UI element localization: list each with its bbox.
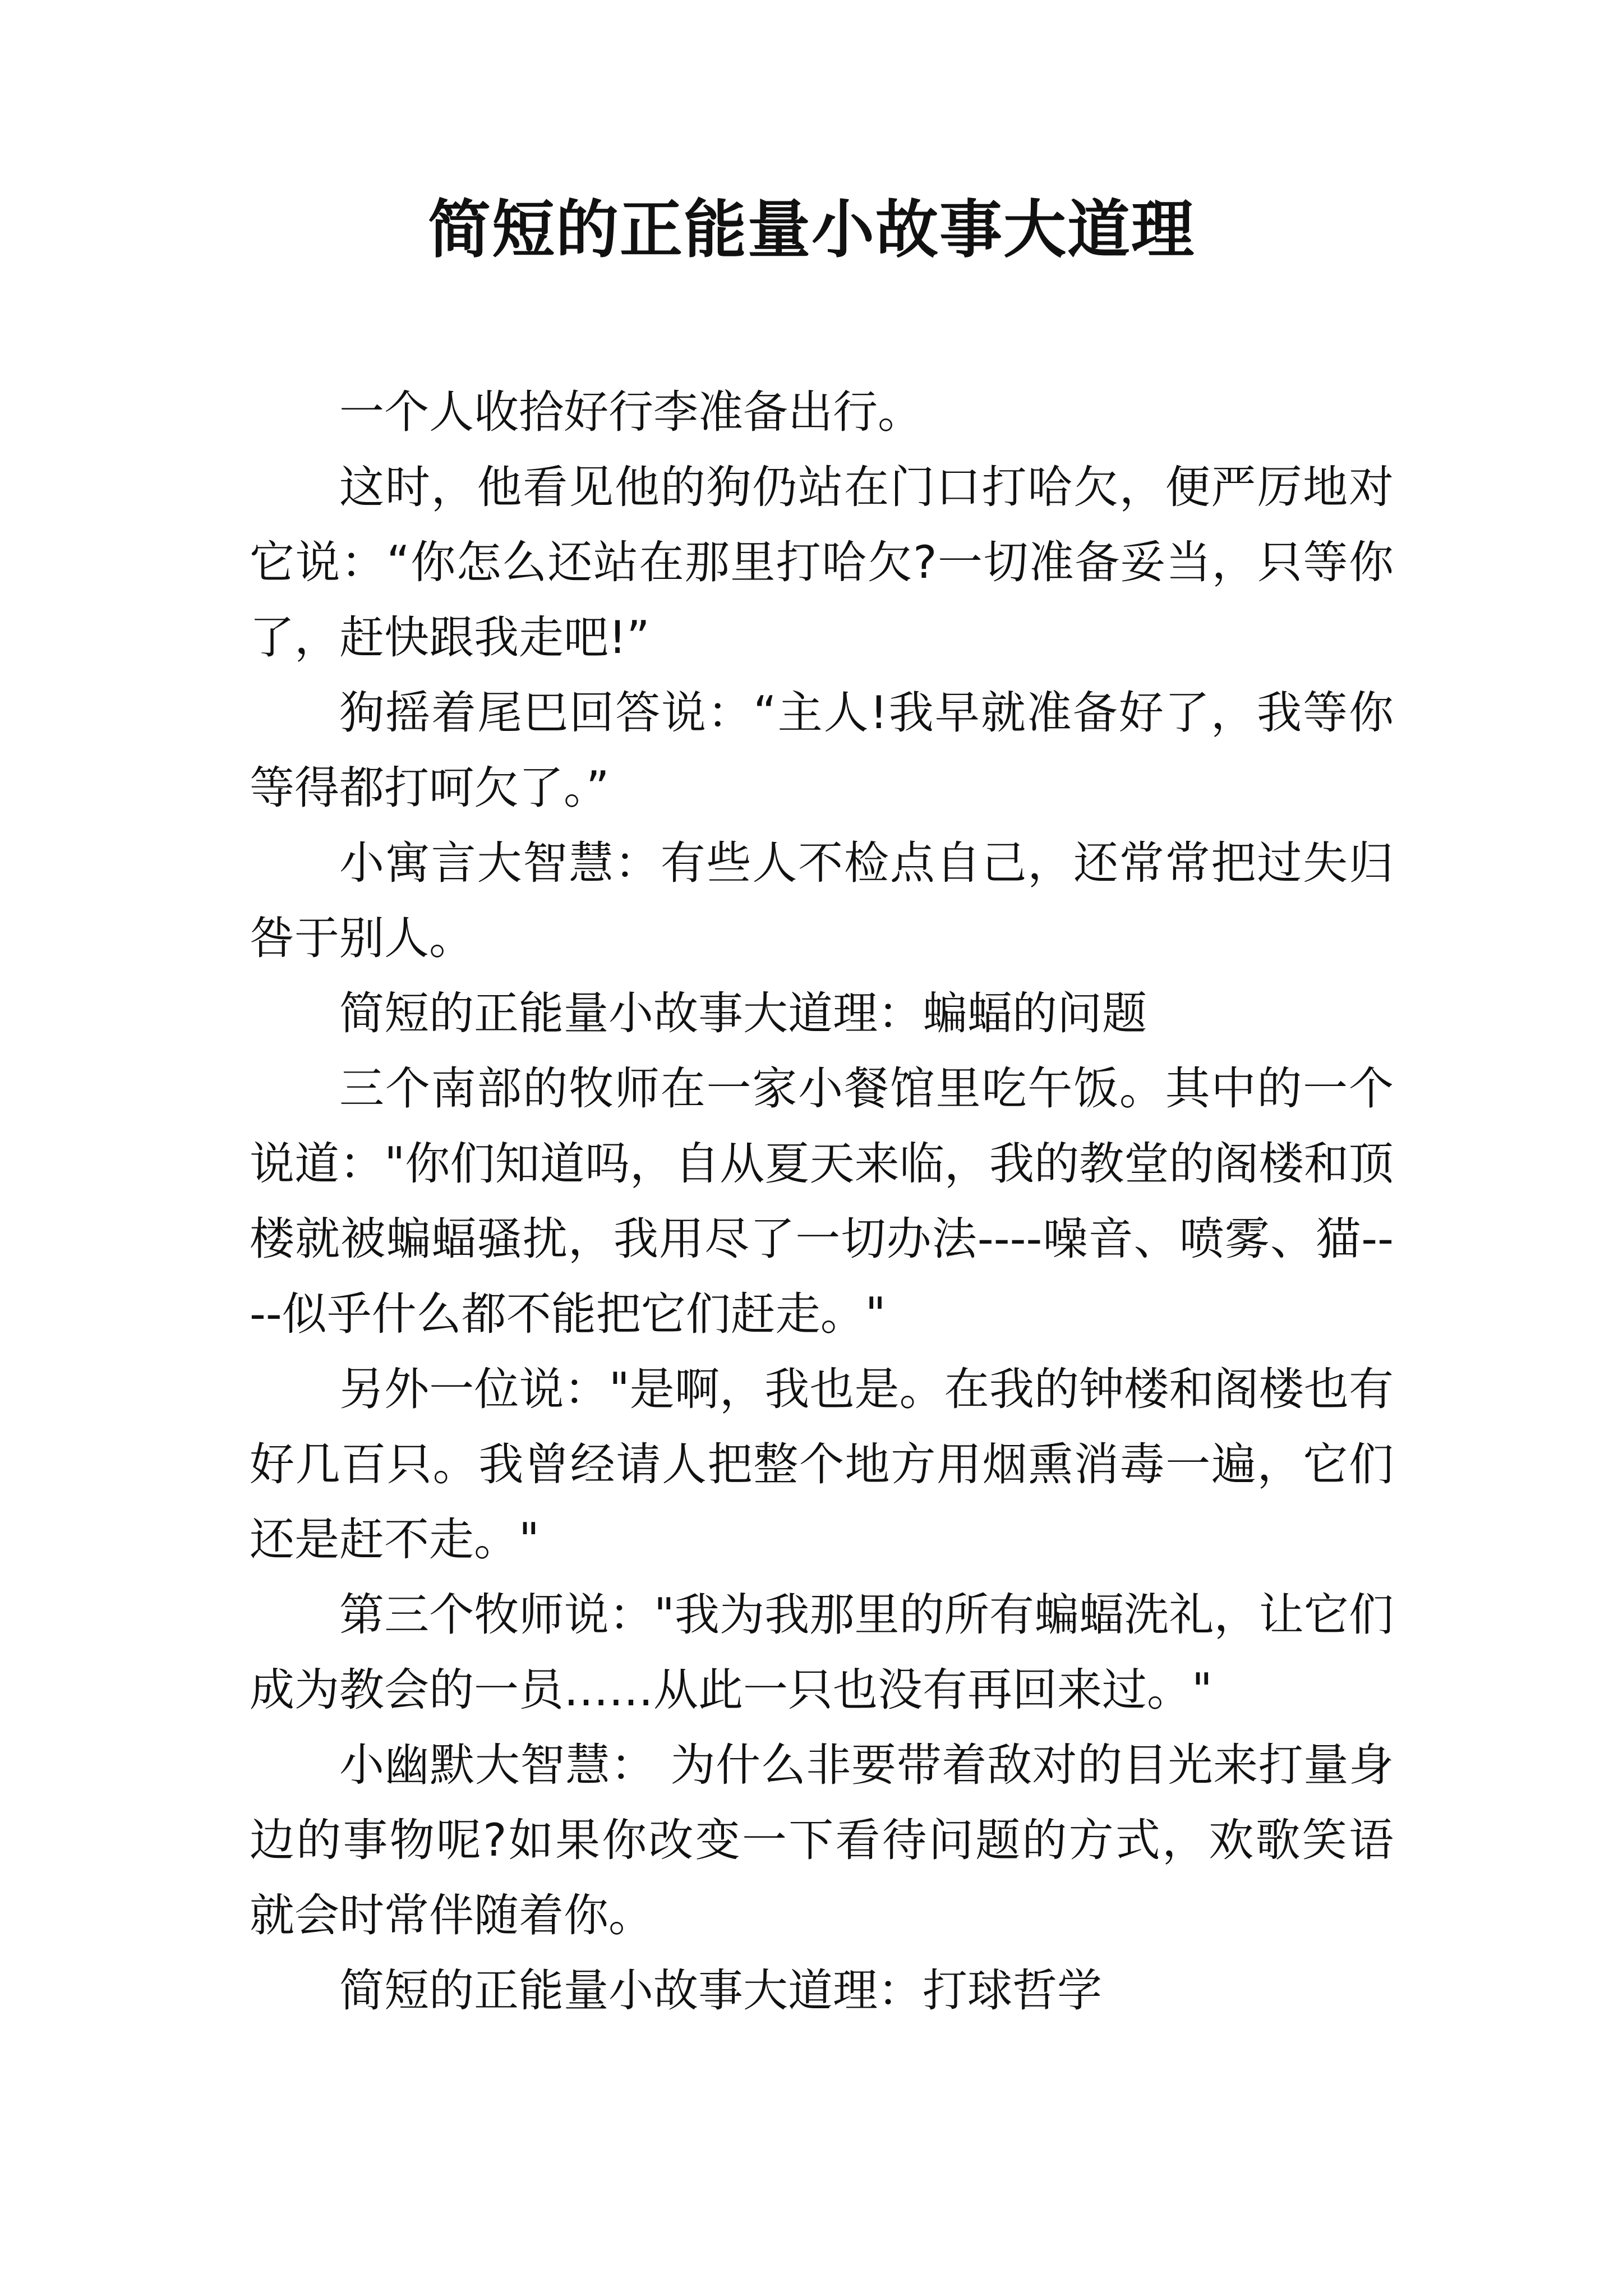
paragraph: 小寓言大智慧：有些人不检点自己，还常常把过失归咎于别人。 bbox=[250, 837, 1394, 964]
paragraph: 狗摇着尾巴回答说：“主人!我早就准备好了，我等你等得都打呵欠了。” bbox=[250, 687, 1394, 814]
paragraph: 小幽默大智慧： 为什么非要带着敌对的目光来打量身边的事物呢?如果你改变一下看待问题的方式，欢歌笑语就会时常伴随着你。 bbox=[250, 1739, 1394, 1941]
paragraph: 三个南部的牧师在一家小餐馆里吃午饭。其中的一个说道："你们知道吗，自从夏天来临，我的教堂的阁楼和顶楼就被蝙蝠骚扰，我用尽了一切办法----噪音、喷雾、猫----似乎什么都不能把它们赶走。" bbox=[250, 1062, 1394, 1340]
paragraph: 第三个牧师说："我为我那里的所有蝙蝠洗礼，让它们成为教会的一员……从此一只也没有再回来过。" bbox=[250, 1589, 1394, 1716]
document-title: 简短的正能量小故事大道理 bbox=[428, 193, 1195, 266]
paragraph: 这时，他看见他的狗仍站在门口打哈欠，便严厉地对它说：“你怎么还站在那里打哈欠?一切准备妥当，只等你了，赶快跟我走吧!” bbox=[250, 461, 1394, 664]
paragraph: 一个人收拾好行李准备出行。 bbox=[339, 386, 923, 438]
section-heading: 简短的正能量小故事大道理：打球哲学 bbox=[339, 1964, 1102, 2017]
paragraph: 另外一位说："是啊，我也是。在我的钟楼和阁楼也有好几百只。我曾经请人把整个地方用烟熏消毒一遍，它们还是赶不走。" bbox=[250, 1363, 1394, 1566]
document-body bbox=[250, 375, 1394, 2028]
section-heading: 简短的正能量小故事大道理：蝙蝠的问题 bbox=[339, 987, 1147, 1039]
